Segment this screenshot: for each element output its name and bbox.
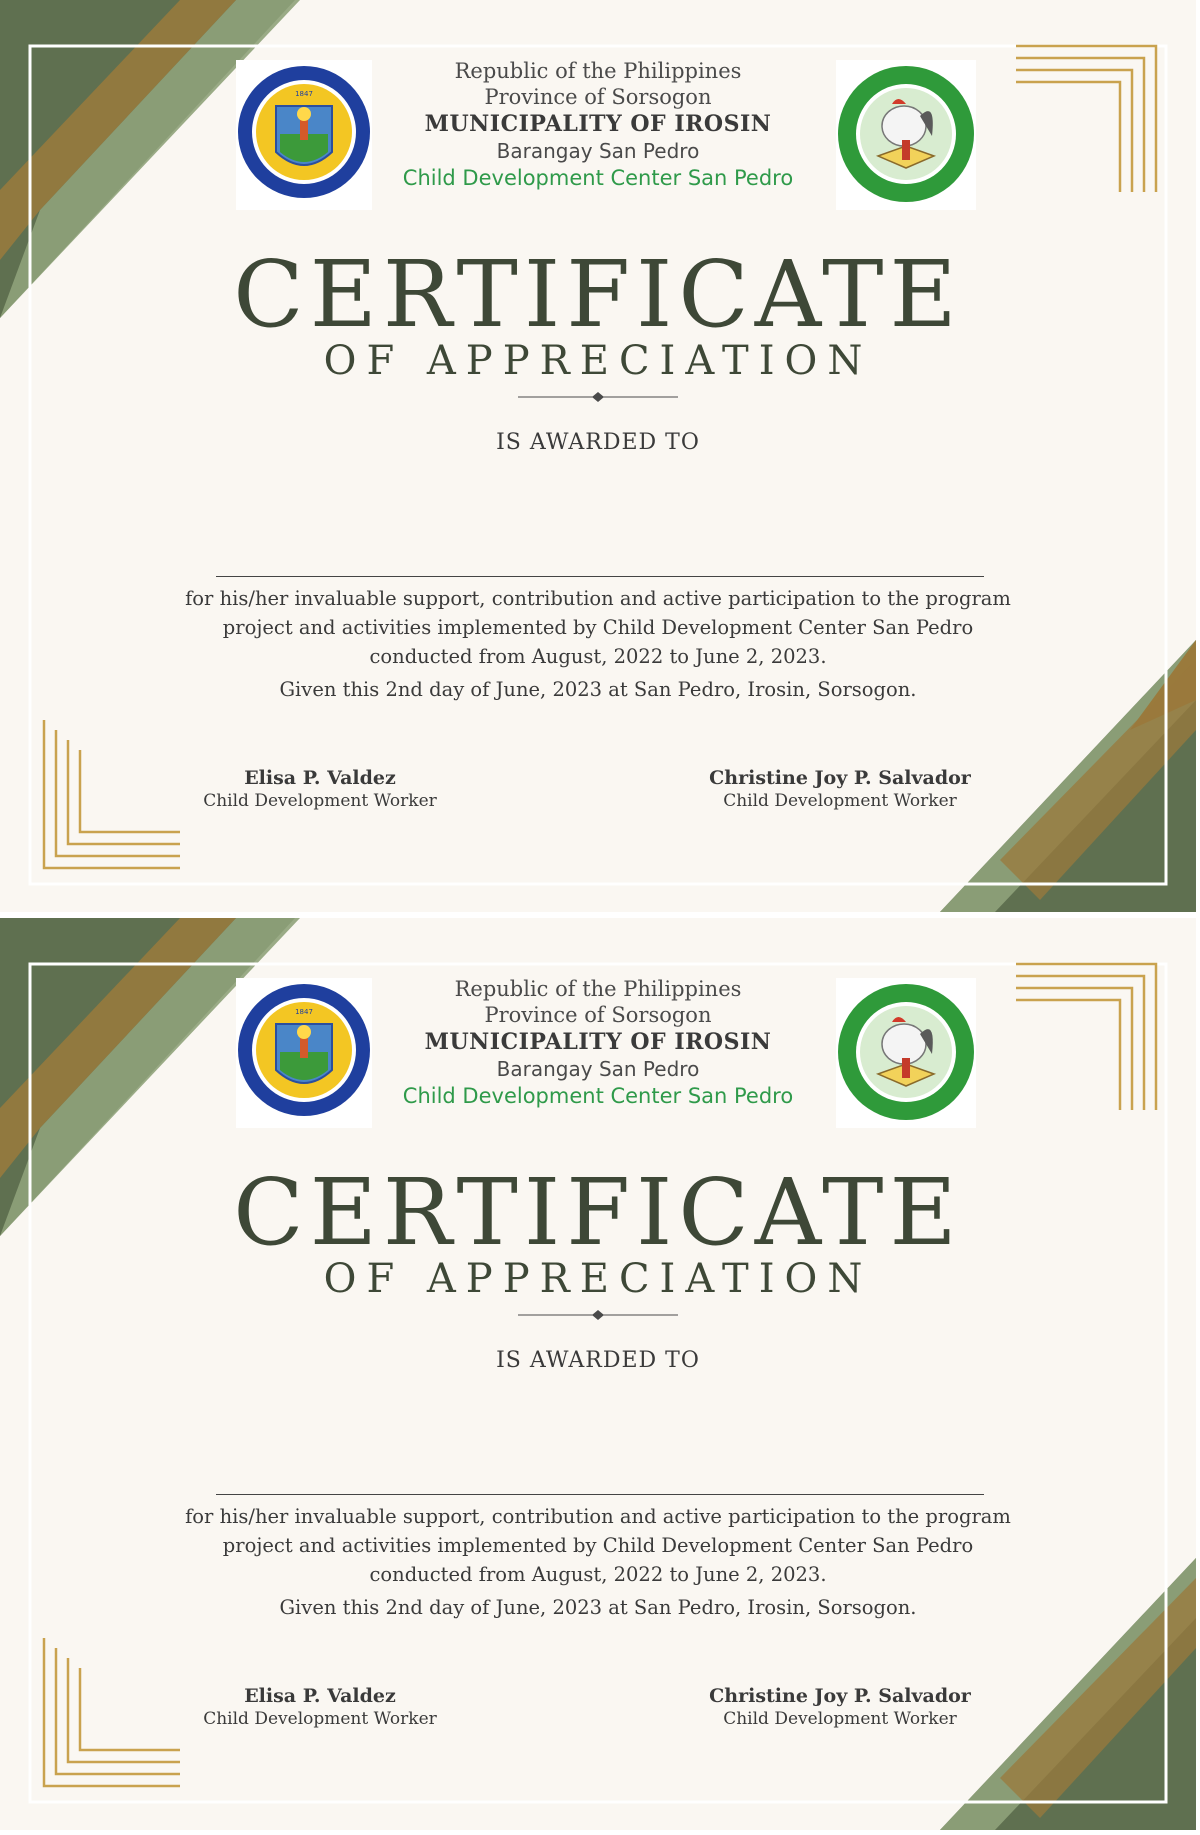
- given-date-line: Given this 2nd day of June, 2023 at San Pedro, Irosin, Sorsogon.: [279, 678, 917, 701]
- body-line: for his/her invaluable support, contribution and active participation to the program: [185, 1505, 1011, 1528]
- body-line: conducted from August, 2022 to June 2, 2023.: [369, 1563, 827, 1586]
- certificate-body: [0, 584, 1196, 671]
- body-line: for his/her invaluable support, contribution and active participation to the program: [185, 587, 1011, 610]
- body-line: conducted from August, 2022 to June 2, 2023.: [369, 645, 827, 668]
- certificate-subtitle: OF APPRECIATION: [323, 1256, 873, 1302]
- municipality-line: MUNICIPALITY OF IROSIN: [424, 111, 772, 137]
- certificate-title: CERTIFICATE: [233, 241, 963, 348]
- signatory-title: Child Development Worker: [203, 791, 437, 811]
- certificate-header: [0, 58, 1196, 191]
- center-line: Child Development Center San Pedro: [402, 166, 794, 190]
- signatory-title: Child Development Worker: [723, 1709, 957, 1729]
- title-divider-ornament: [518, 1309, 678, 1321]
- signatory-title: Child Development Worker: [203, 1709, 437, 1729]
- certificate-body: [0, 1502, 1196, 1589]
- signatory-name: Elisa P. Valdez: [244, 767, 396, 789]
- awarded-to-label: IS AWARDED TO: [496, 1348, 700, 1373]
- certificate-subtitle: OF APPRECIATION: [323, 338, 873, 384]
- signatory-name: Christine Joy P. Salvador: [709, 767, 971, 789]
- awarded-to-label: IS AWARDED TO: [496, 430, 700, 455]
- certificate-title: CERTIFICATE: [233, 1159, 963, 1266]
- signatory-name: Christine Joy P. Salvador: [709, 1685, 971, 1707]
- province-line: Province of Sorsogon: [484, 85, 712, 109]
- signatory-1: [160, 766, 480, 812]
- recipient-name-line: [216, 576, 984, 577]
- given-date-line: Given this 2nd day of June, 2023 at San Pedro, Irosin, Sorsogon.: [279, 1596, 917, 1619]
- certificate-1: [0, 0, 1196, 912]
- signatory-title: Child Development Worker: [723, 791, 957, 811]
- barangay-line: Barangay San Pedro: [496, 139, 700, 163]
- svg-text:1847: 1847: [295, 90, 313, 98]
- svg-text:1847: 1847: [295, 1008, 313, 1016]
- province-line: Province of Sorsogon: [484, 1003, 712, 1027]
- certificate-2: [0, 918, 1196, 1830]
- certificate-header: [0, 976, 1196, 1109]
- body-line: project and activities implemented by Child Development Center San Pedro: [222, 616, 974, 639]
- title-divider-ornament: [518, 391, 678, 403]
- signatory-1: [160, 1684, 480, 1730]
- signatory-2: [680, 1684, 1000, 1730]
- municipality-line: MUNICIPALITY OF IROSIN: [424, 1029, 772, 1055]
- body-line: project and activities implemented by Child Development Center San Pedro: [222, 1534, 974, 1557]
- signatory-2: [680, 766, 1000, 812]
- barangay-line: Barangay San Pedro: [496, 1057, 700, 1081]
- recipient-name-line: [216, 1494, 984, 1495]
- signatory-name: Elisa P. Valdez: [244, 1685, 396, 1707]
- republic-line: Republic of the Philippines: [454, 59, 742, 83]
- center-line: Child Development Center San Pedro: [402, 1084, 794, 1108]
- republic-line: Republic of the Philippines: [454, 977, 742, 1001]
